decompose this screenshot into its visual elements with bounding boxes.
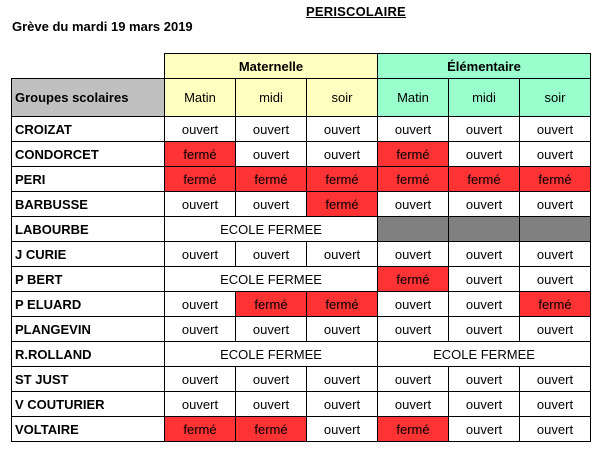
- elementaire-matin-status: fermé: [378, 142, 449, 167]
- elementaire-soir-header: soir: [520, 79, 591, 117]
- school-row: [12, 392, 591, 417]
- school-name: CROIZAT: [12, 117, 165, 142]
- periscolaire-table: [11, 53, 591, 442]
- school-row: [12, 292, 591, 317]
- elementaire-header: Élémentaire: [378, 54, 591, 79]
- school-row: [12, 342, 591, 367]
- school-row: [12, 267, 591, 292]
- elementaire-midi-status: [449, 217, 520, 242]
- maternelle-matin-status: fermé: [165, 142, 236, 167]
- school-row: [12, 317, 591, 342]
- elementaire-matin-status: ouvert: [378, 292, 449, 317]
- elementaire-closed-cell: ECOLE FERMEE: [378, 342, 591, 367]
- maternelle-midi-status: ouvert: [236, 392, 307, 417]
- elementaire-soir-status: fermé: [520, 167, 591, 192]
- elementaire-midi-status: ouvert: [449, 267, 520, 292]
- elementaire-soir-status: ouvert: [520, 417, 591, 442]
- elementaire-soir-status: ouvert: [520, 192, 591, 217]
- maternelle-soir-status: ouvert: [307, 417, 378, 442]
- school-row: [12, 367, 591, 392]
- maternelle-midi-status: ouvert: [236, 367, 307, 392]
- groups-header: Groupes scolaires: [12, 79, 165, 117]
- corner-blank: [12, 54, 165, 79]
- period-header-row: [12, 79, 591, 117]
- elementaire-matin-status: ouvert: [378, 317, 449, 342]
- maternelle-soir-status: ouvert: [307, 367, 378, 392]
- maternelle-midi-status: ouvert: [236, 317, 307, 342]
- maternelle-midi-status: ouvert: [236, 142, 307, 167]
- elementaire-matin-status: fermé: [378, 167, 449, 192]
- maternelle-closed-cell: ECOLE FERMEE: [165, 217, 378, 242]
- elementaire-soir-status: ouvert: [520, 392, 591, 417]
- maternelle-closed-cell: ECOLE FERMEE: [165, 267, 378, 292]
- maternelle-matin-status: ouvert: [165, 392, 236, 417]
- elementaire-matin-status: ouvert: [378, 367, 449, 392]
- school-name: PERI: [12, 167, 165, 192]
- maternelle-midi-status: fermé: [236, 292, 307, 317]
- maternelle-soir-status: ouvert: [307, 317, 378, 342]
- maternelle-matin-status: ouvert: [165, 292, 236, 317]
- school-row: [12, 417, 591, 442]
- elementaire-soir-status: ouvert: [520, 367, 591, 392]
- maternelle-matin-status: ouvert: [165, 117, 236, 142]
- school-name: P ELUARD: [12, 292, 165, 317]
- maternelle-soir-status: ouvert: [307, 142, 378, 167]
- elementaire-midi-header: midi: [449, 79, 520, 117]
- school-name: VOLTAIRE: [12, 417, 165, 442]
- school-row: [12, 242, 591, 267]
- maternelle-soir-status: fermé: [307, 192, 378, 217]
- school-row: [12, 217, 591, 242]
- maternelle-soir-header: soir: [307, 79, 378, 117]
- school-name: PLANGEVIN: [12, 317, 165, 342]
- maternelle-matin-status: fermé: [165, 417, 236, 442]
- school-row: [12, 142, 591, 167]
- school-name: V COUTURIER: [12, 392, 165, 417]
- maternelle-closed-cell: ECOLE FERMEE: [165, 342, 378, 367]
- school-row: [12, 192, 591, 217]
- elementaire-midi-status: ouvert: [449, 317, 520, 342]
- elementaire-soir-status: fermé: [520, 292, 591, 317]
- maternelle-midi-status: fermé: [236, 167, 307, 192]
- elementaire-soir-status: ouvert: [520, 117, 591, 142]
- maternelle-matin-status: fermé: [165, 167, 236, 192]
- school-name: R.ROLLAND: [12, 342, 165, 367]
- elementaire-midi-status: ouvert: [449, 292, 520, 317]
- elementaire-soir-status: ouvert: [520, 267, 591, 292]
- maternelle-matin-status: ouvert: [165, 367, 236, 392]
- maternelle-midi-status: ouvert: [236, 192, 307, 217]
- elementaire-matin-status: fermé: [378, 267, 449, 292]
- elementaire-soir-status: ouvert: [520, 242, 591, 267]
- elementaire-midi-status: ouvert: [449, 367, 520, 392]
- school-name: BARBUSSE: [12, 192, 165, 217]
- elementaire-matin-status: ouvert: [378, 392, 449, 417]
- elementaire-midi-status: ouvert: [449, 242, 520, 267]
- maternelle-soir-status: ouvert: [307, 242, 378, 267]
- maternelle-matin-header: Matin: [165, 79, 236, 117]
- school-name: CONDORCET: [12, 142, 165, 167]
- school-name: ST JUST: [12, 367, 165, 392]
- elementaire-soir-status: [520, 217, 591, 242]
- maternelle-midi-status: ouvert: [236, 117, 307, 142]
- school-row: [12, 167, 591, 192]
- school-name: J CURIE: [12, 242, 165, 267]
- elementaire-midi-status: ouvert: [449, 142, 520, 167]
- maternelle-header: Maternelle: [165, 54, 378, 79]
- elementaire-midi-status: ouvert: [449, 192, 520, 217]
- maternelle-midi-status: fermé: [236, 417, 307, 442]
- elementaire-matin-status: [378, 217, 449, 242]
- maternelle-matin-status: ouvert: [165, 242, 236, 267]
- elementaire-matin-status: ouvert: [378, 242, 449, 267]
- elementaire-matin-status: ouvert: [378, 117, 449, 142]
- level-header-row: [12, 54, 591, 79]
- elementaire-matin-header: Matin: [378, 79, 449, 117]
- school-name: P BERT: [12, 267, 165, 292]
- school-rows: [12, 117, 591, 442]
- elementaire-soir-status: ouvert: [520, 317, 591, 342]
- elementaire-midi-status: ouvert: [449, 417, 520, 442]
- maternelle-soir-status: fermé: [307, 167, 378, 192]
- elementaire-matin-status: fermé: [378, 417, 449, 442]
- maternelle-soir-status: ouvert: [307, 392, 378, 417]
- strike-date-subtitle: Grève du mardi 19 mars 2019: [12, 19, 193, 34]
- school-name: LABOURBE: [12, 217, 165, 242]
- elementaire-soir-status: ouvert: [520, 142, 591, 167]
- maternelle-midi-header: midi: [236, 79, 307, 117]
- elementaire-midi-status: ouvert: [449, 117, 520, 142]
- maternelle-soir-status: fermé: [307, 292, 378, 317]
- maternelle-midi-status: ouvert: [236, 242, 307, 267]
- maternelle-soir-status: ouvert: [307, 117, 378, 142]
- elementaire-midi-status: ouvert: [449, 392, 520, 417]
- page-title: PERISCOLAIRE: [306, 4, 406, 19]
- maternelle-matin-status: ouvert: [165, 317, 236, 342]
- elementaire-matin-status: ouvert: [378, 192, 449, 217]
- school-row: [12, 117, 591, 142]
- elementaire-midi-status: fermé: [449, 167, 520, 192]
- maternelle-matin-status: ouvert: [165, 192, 236, 217]
